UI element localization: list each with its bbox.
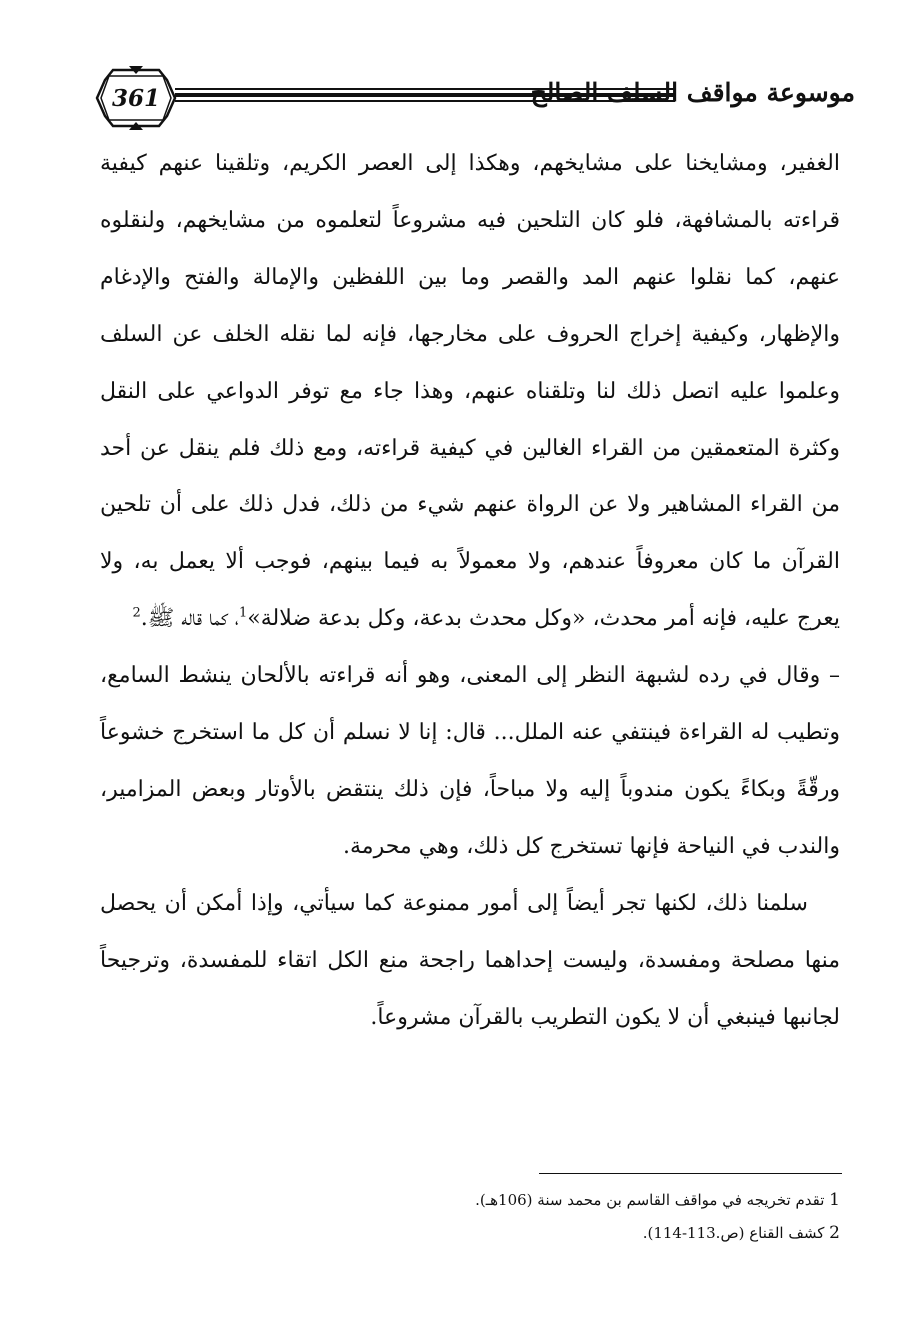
main-text [100, 136, 840, 1047]
paragraph-1 [100, 136, 840, 648]
paragraph-3: سلمنا ذلك، لكنها تجر أيضاً إلى أمور ممنوعة كما سيأتي، وإذا أمكن أن يحصل منها مصلحة ومفسدة، وليست إحداهما راجحة منع الكل اتقاء للمفسدة، وترجيحاً لجانبها فينبغي أن لا يكون التطريب بالقرآن مشروعاً. [100, 890, 840, 1030]
footnote-ref-2: 2 [132, 605, 141, 621]
footnote-2-text: كشف القناع (ص.113-114). [642, 1224, 825, 1242]
footnote-1-text: تقدم تخريجه في مواقف القاسم بن محمد سنة (106هـ). [475, 1191, 825, 1209]
page-number-badge [95, 66, 177, 130]
footnote-ref-1: 1 [238, 605, 248, 621]
paragraph-1-tail: ، كما قاله ﷺ. [140, 606, 239, 632]
page-number: 361 [111, 84, 160, 112]
footnote-divider [539, 1173, 842, 1174]
paragraph-2: – وقال في رده لشبهة النظر إلى المعنى، وهو أنه قراءته بالألحان ينشط السامع، وتطيب له القراءة فينتفي عنه الملل... قال: إنا لا نسلم أن كل ما استخرج خشوعاً ورقّةً وبكاءً يكون مندوباً إليه ولا مباحاً، فإن ذلك ينتقض بالأوتار وبعض المزامير، والندب في النياحة فإنها تستخرج كل ذلك، وهي محرمة. [100, 663, 840, 859]
paragraph-1-text: الغفير، ومشايخنا على مشايخهم، وهكذا إلى العصر الكريم، وتلقينا عنهم كيفية قراءته بالمشافهة، فلو كان التلحين فيه مشروعاً لتعلموه من مشايخهم، ولنقلوه عنهم، كما نقلوا عنهم المد والقصر وما بين اللفظين والإمالة والفتح والإدغام والإظهار، وكيفية إخراج الحروف على مخارجها، فإنه لما نقله الخلف عن السلف وعلموا عليه اتصل ذلك لنا وتلقناه عنهم، وهذا جاء مع توفر الدواعي على النقل وكثرة المتعمقين من القراء الغالين في كيفية قراءته، ومع ذلك فلم ينقل عن أحد من القراء المشاهير ولا عن الرواة عنهم شيء من ذلك، فدل ذلك على أن تلحين القرآن ما كان معروفاً عندهم، ولا معمولاً به فيما بينهم، فوجب ألا يعمل به، ولا يعرج عليه، فإنه أمر محدث، «وكل محدث بدعة، وكل بدعة ضلالة» [100, 151, 840, 632]
footnote-2 [400, 1217, 840, 1250]
footnote-2-number: 2 [829, 1223, 840, 1243]
series-title: موسوعة مواقف السلف الصالح [530, 78, 855, 107]
footnotes [400, 1184, 840, 1250]
page-header [95, 62, 855, 132]
footnote-1-number: 1 [829, 1190, 840, 1210]
footnote-1 [400, 1184, 840, 1217]
